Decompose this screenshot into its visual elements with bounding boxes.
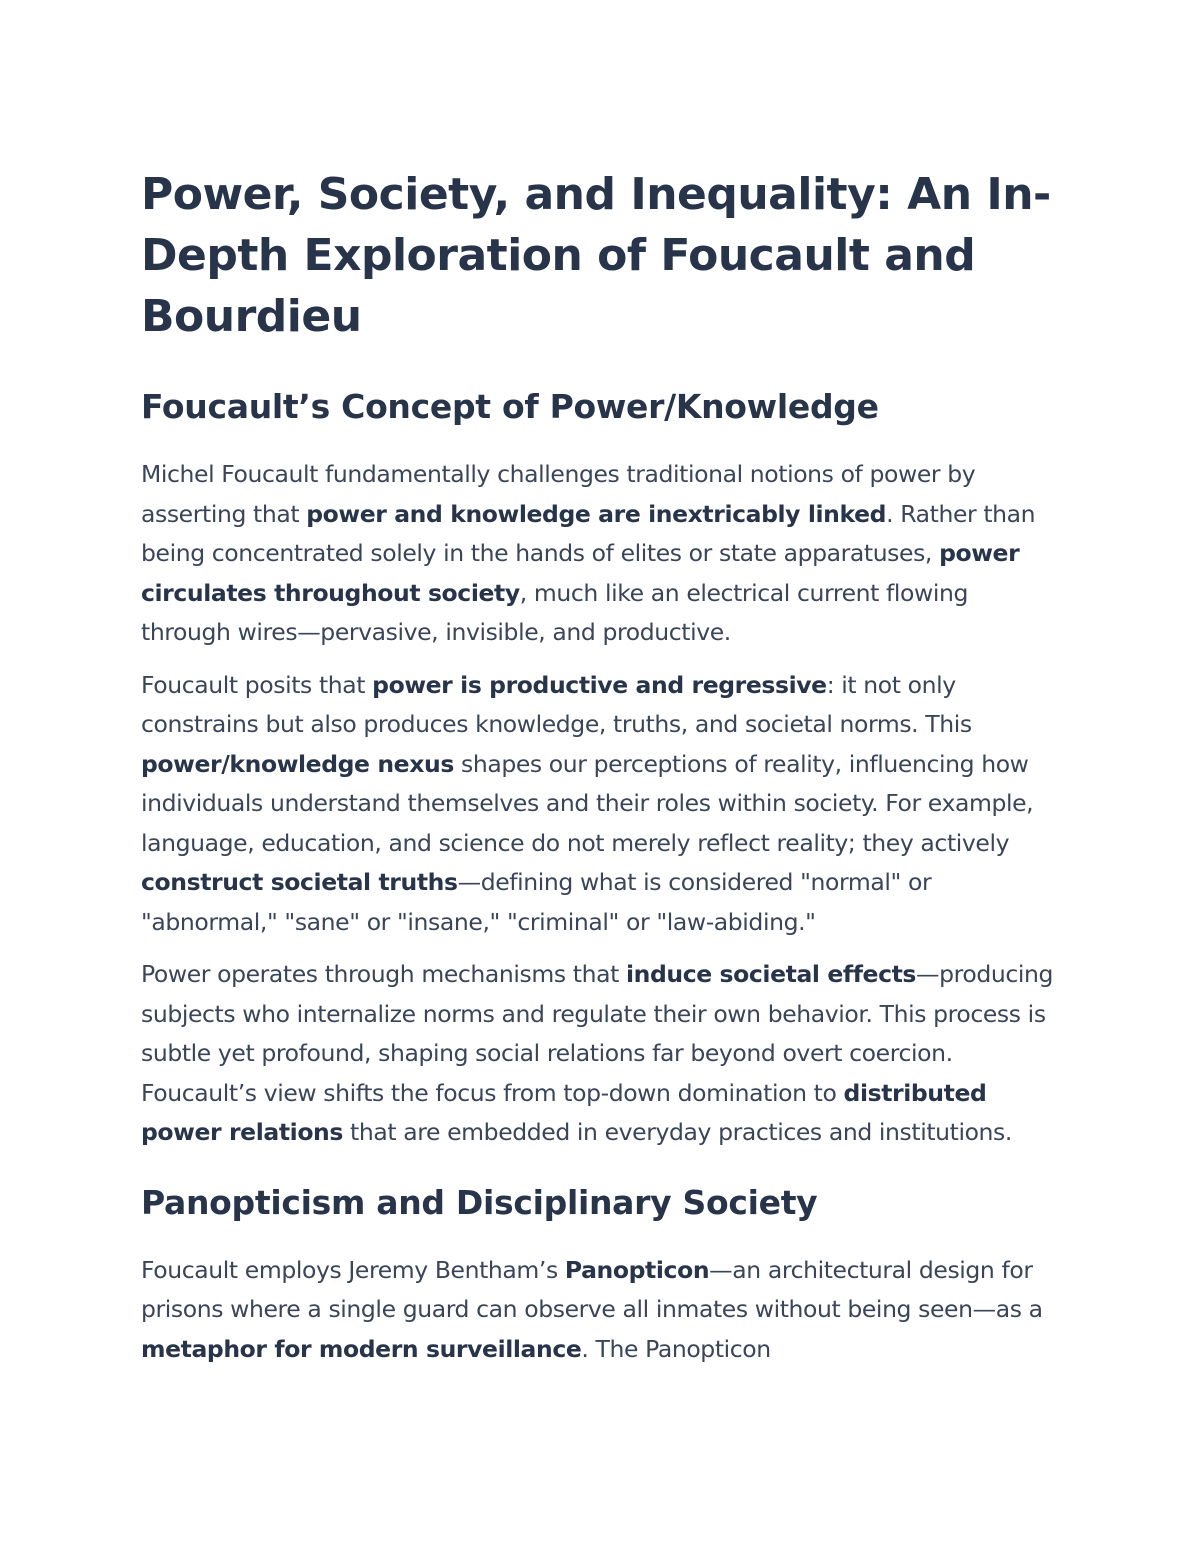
text-run: Foucault posits that — [141, 670, 373, 699]
document-title: Power, Society, and Inequality: An In-Depth Exploration of Foucault and Bourdieu — [141, 169, 1051, 342]
bold-text-run: power circulates throughout society — [141, 539, 1020, 607]
bold-text-run: power and knowledge are inextricably linked — [306, 499, 887, 528]
bold-text-run: Panopticon — [564, 1255, 710, 1284]
bold-text-run: construct societal truths — [141, 868, 458, 896]
text-run: . The Panopticon — [581, 1334, 771, 1363]
text-run: that are embedded in everyday practices and institutions. — [342, 1118, 1012, 1146]
bold-text-run: power/knowledge nexus — [141, 749, 454, 778]
bold-text-run: metaphor for modern surveillance — [141, 1334, 582, 1363]
text-run: . Rather than being concentrated solely in the hands of elites or state apparatuses, — [141, 499, 1036, 567]
text-run: Foucault employs Jeremy Bentham’s — [141, 1255, 565, 1284]
section-heading: Foucault’s Concept of Power/Knowledge — [141, 387, 879, 426]
bold-text-run: power is productive and regressive — [372, 670, 827, 699]
section-panopticism — [141, 1181, 1060, 1370]
text-run: —an architectural design for prisons where a single guard can observe all inmates without being seen—as a — [141, 1255, 1043, 1323]
text-run: : it not only constrains but also produces knowledge, truths, and societal norms. This — [141, 670, 972, 738]
paragraph — [141, 955, 1060, 1153]
paragraph — [141, 455, 1060, 653]
bold-text-run: induce societal effects — [625, 960, 917, 988]
text-run: —producing subjects who internalize norms and regulate their own behavior. This process is subtle yet profound, shaping social relations far beyond overt coercion. Foucault’s view shifts the focus from top-down domination to — [141, 960, 1054, 1107]
text-run: , much like an electrical current flowing through wires—pervasive, invisible, and productive. — [141, 578, 968, 646]
section-heading: Panopticism and Disciplinary Society — [141, 1182, 818, 1222]
text-run: Power operates through mechanisms that — [141, 960, 626, 988]
text-run: Michel Foucault fundamentally challenges traditional notions of power by asserting that — [141, 460, 976, 528]
paragraph — [141, 666, 1060, 943]
section-power-knowledge — [141, 385, 1060, 1153]
text-run: —defining what is considered "normal" or "abnormal," "sane" or "insane," "criminal" or "law-abiding." — [141, 868, 932, 936]
bold-text-run: distributed power relations — [141, 1078, 987, 1146]
paragraph — [141, 1251, 1060, 1370]
text-run: shapes our perceptions of reality, influencing how individuals understand themselves and their roles within society. For example, language, education, and science do not merely reflect reality; they actively — [141, 749, 1034, 857]
